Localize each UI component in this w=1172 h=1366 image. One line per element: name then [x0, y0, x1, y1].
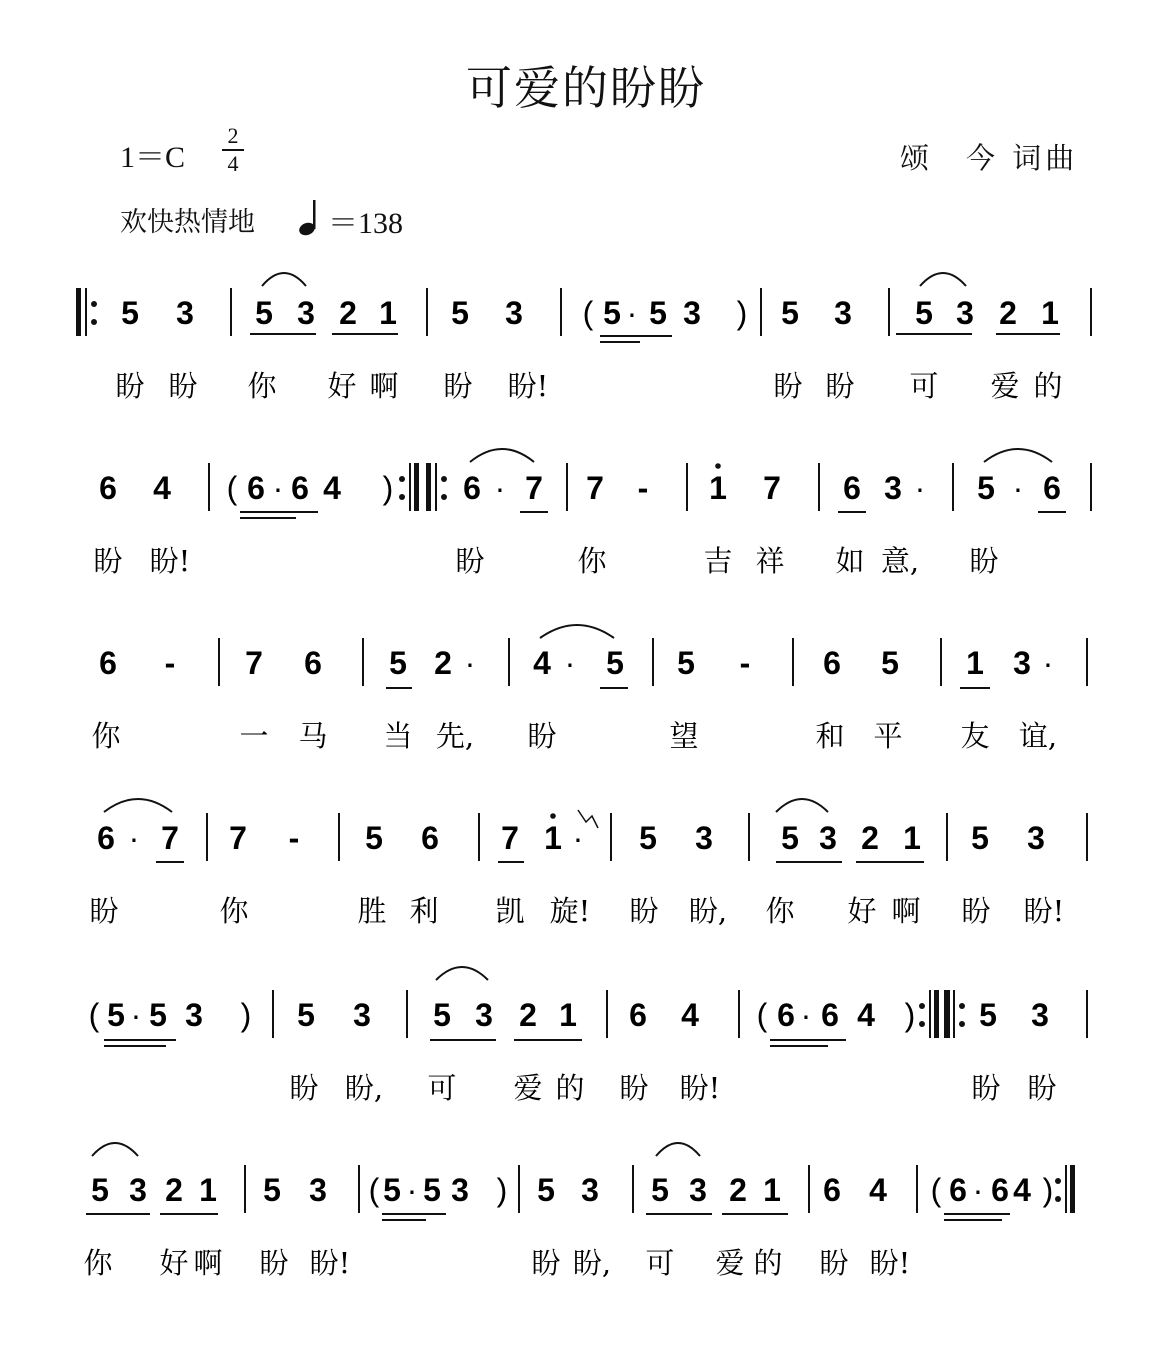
note-l6-b5-1: 5: [651, 1172, 669, 1208]
note-l6-b7-1: (: [930, 1172, 942, 1208]
note-l4-b3-1: 5: [365, 820, 383, 856]
lyric-l5-7: 盼!: [679, 1071, 721, 1105]
barline-l3-3: [508, 638, 510, 686]
repeat-end-2-thick: [934, 990, 939, 1038]
note-l5-b1-5: 3: [185, 997, 203, 1033]
note-l3-b3-1: 5: [389, 645, 407, 681]
lyric-l4-3: 胜: [357, 894, 387, 928]
lyric-l5-4: 爱: [513, 1071, 543, 1105]
lyric-l5-8: 盼: [971, 1071, 1001, 1105]
note-l3-b7-1: 1: [966, 645, 984, 681]
repeat-start-1-thick: [76, 288, 81, 336]
slur-1: [262, 273, 306, 286]
barline-l1-6: [1090, 288, 1092, 336]
lyric-l2-7: 如: [835, 544, 865, 578]
lyric-l4-10: 好: [847, 894, 877, 928]
note-l3-b5-2: -: [739, 645, 751, 681]
note-l4-b4-3: ·: [572, 820, 584, 856]
note-l6-b7-6: ): [1042, 1172, 1054, 1208]
note-l5-b2-1: 5: [297, 997, 315, 1033]
lyric-l4-1: 盼: [89, 894, 119, 928]
note-l1-b2-3: 2: [339, 295, 357, 331]
note-l4-b4-2: 1: [544, 820, 562, 856]
barline-l6-4: [632, 1165, 634, 1213]
lyric-l2-1: 盼: [93, 544, 123, 578]
repeat-end-3-thick: [1070, 1165, 1075, 1213]
note-l2-b2-3: ·: [272, 470, 284, 506]
barline-l3-2: [362, 638, 364, 686]
note-l6-b6-2: 4: [869, 1172, 887, 1208]
note-l4-b3-2: 6: [421, 820, 439, 856]
note-l1-b5-1: 5: [781, 295, 799, 331]
lyric-l3-5: 先,: [435, 719, 475, 753]
lyric-l5-6: 盼: [619, 1071, 649, 1105]
note-l4-b5-1: 5: [639, 820, 657, 856]
note-l2-b2-1: (: [226, 470, 238, 506]
repeat-end-2-dot2: [919, 1021, 925, 1027]
repeat-start-3-dot2: [959, 1021, 965, 1027]
lyric-l3-1: 你: [91, 719, 121, 753]
lyric-l3-11: 谊,: [1018, 719, 1058, 753]
note-l3-b4-1: 4: [533, 645, 551, 681]
barline-l2-3: [686, 463, 688, 511]
lyric-l6-8: 可: [645, 1246, 675, 1280]
note-l1-b4-2: 5: [603, 295, 621, 331]
lyric-l5-3: 可: [427, 1071, 457, 1105]
note-l5-b1-3: ·: [130, 997, 142, 1033]
note-l2-b7-3: 6: [1043, 470, 1061, 506]
lyric-l2-4: 你: [577, 544, 607, 578]
barline-l1-3: [560, 288, 562, 336]
note-l3-b6-2: 5: [881, 645, 899, 681]
barline-l6-2: [358, 1165, 360, 1213]
repeat-start-2-dot1: [441, 476, 447, 482]
note-l3-b4-2: ·: [564, 645, 576, 681]
note-l4-b6-4: 1: [903, 820, 921, 856]
lyric-l3-10: 友: [960, 719, 990, 753]
note-l6-b7-3: ·: [972, 1172, 984, 1208]
note-l4-b5-2: 3: [695, 820, 713, 856]
note-l1-b6-3: 2: [999, 295, 1017, 331]
repeat-start-1-dot1: [91, 301, 97, 307]
lyric-l6-12: 盼!: [869, 1246, 911, 1280]
lyric-l3-2: 一: [239, 719, 269, 753]
slur-4: [984, 449, 1052, 462]
note-l6-b2-2: 3: [309, 1172, 327, 1208]
slur-2: [920, 273, 966, 286]
barline-l4-5: [748, 813, 750, 861]
note-l1-b6-4: 1: [1041, 295, 1059, 331]
lyric-l3-6: 盼: [527, 719, 557, 753]
repeat-start-2-dot2: [441, 494, 447, 500]
note-l2-b3-3: 7: [525, 470, 543, 506]
slur-6: [104, 799, 172, 812]
note-l4-b6-1: 5: [781, 820, 799, 856]
repeat-start-2-thick: [426, 463, 431, 511]
repeat-end-1-dot2: [399, 494, 405, 500]
lyric-l3-4: 当: [383, 719, 413, 753]
note-l6-b3-2: 5: [383, 1172, 401, 1208]
repeat-start-1-dot2: [91, 319, 97, 325]
slur-5: [540, 625, 614, 638]
lyric-l6-2: 好: [159, 1246, 189, 1280]
lyric-l2-8: 意,: [880, 544, 920, 578]
note-l4-b1-2: ·: [128, 820, 140, 856]
lyric-l4-2: 你: [219, 894, 249, 928]
barline-l5-2: [406, 990, 408, 1038]
lyric-l1-7: 盼!: [507, 369, 549, 403]
note-l6-b5-4: 1: [763, 1172, 781, 1208]
note-l2-b7-1: 5: [977, 470, 995, 506]
barline-l6-1: [244, 1165, 246, 1213]
slur-10: [656, 1143, 700, 1156]
note-l5-b3-1: 5: [433, 997, 451, 1033]
note-l1-b2-4: 1: [379, 295, 397, 331]
lyric-l5-5: 的: [555, 1071, 585, 1105]
repeat-end-3-dot1: [1055, 1178, 1061, 1184]
note-l6-b4-2: 3: [581, 1172, 599, 1208]
barline-l4-4: [610, 813, 612, 861]
barline-l3-4: [652, 638, 654, 686]
lyric-l5-2: 盼,: [344, 1071, 384, 1105]
repeat-end-3-dot2: [1055, 1196, 1061, 1202]
lyric-l4-9: 你: [765, 894, 795, 928]
lyric-l3-9: 平: [873, 719, 903, 753]
lyric-l6-6: 盼: [531, 1246, 561, 1280]
time-signature-top: 2: [227, 123, 239, 148]
note-l2-b1-2: 4: [153, 470, 171, 506]
barline-l4-1: [206, 813, 208, 861]
lyric-l5-1: 盼: [289, 1071, 319, 1105]
octave-dot-2: [550, 813, 556, 819]
note-l2-b1-1: 6: [99, 470, 117, 506]
note-l5-b6-2: 3: [1031, 997, 1049, 1033]
lyric-l6-11: 盼: [819, 1246, 849, 1280]
barline-l5-6: [1086, 990, 1088, 1038]
note-l2-b2-6: ): [382, 470, 394, 506]
note-l5-b5-2: 6: [777, 997, 795, 1033]
octave-dot-1: [715, 463, 721, 469]
barline-l1-2: [426, 288, 428, 336]
note-l6-b1-3: 2: [165, 1172, 183, 1208]
note-l4-b1-3: 7: [161, 820, 179, 856]
note-l2-b2-2: 6: [247, 470, 265, 506]
barline-l2-2: [566, 463, 568, 511]
note-l1-b2-1: 5: [255, 295, 273, 331]
repeat-end-2-thin: [929, 990, 931, 1038]
barline-l3-7: [1086, 638, 1088, 686]
note-l6-b1-4: 1: [199, 1172, 217, 1208]
note-l4-b4-1: 7: [501, 820, 519, 856]
repeat-start-2-thin: [435, 463, 437, 511]
note-l2-b3-2: ·: [494, 470, 506, 506]
note-l4-b6-2: 3: [819, 820, 837, 856]
note-l3-b7-3: ·: [1042, 645, 1054, 681]
barline-l2-1: [208, 463, 210, 511]
note-l6-b1-2: 3: [129, 1172, 147, 1208]
lyric-l6-10: 的: [753, 1246, 783, 1280]
note-l5-b1-6: ): [240, 997, 252, 1033]
note-l6-b3-6: ): [496, 1172, 508, 1208]
note-l5-b1-2: 5: [107, 997, 125, 1033]
note-l3-b3-3: ·: [464, 645, 476, 681]
slur-3: [470, 449, 534, 462]
barline-l1-4: [760, 288, 762, 336]
lyric-l6-4: 盼: [259, 1246, 289, 1280]
lyric-l2-2: 盼!: [149, 544, 191, 578]
repeat-end-3-thin: [1065, 1165, 1067, 1213]
note-l2-b6-2: 3: [884, 470, 902, 506]
note-l4-b2-1: 7: [229, 820, 247, 856]
note-l1-b4-5: 3: [683, 295, 701, 331]
lyric-l6-7: 盼,: [572, 1246, 612, 1280]
note-l5-b1-4: 5: [149, 997, 167, 1033]
note-l2-b7-2: ·: [1012, 470, 1024, 506]
note-l6-b4-1: 5: [537, 1172, 555, 1208]
note-l6-b7-4: 6: [991, 1172, 1009, 1208]
note-l6-b3-3: ·: [406, 1172, 418, 1208]
note-l2-b2-4: 6: [291, 470, 309, 506]
lyric-l1-6: 盼: [443, 369, 473, 403]
note-l5-b5-3: ·: [800, 997, 812, 1033]
note-l5-b5-6: ): [904, 997, 916, 1033]
note-l5-b4-2: 4: [681, 997, 699, 1033]
lyric-l3-7: 望: [669, 719, 699, 753]
lyric-l6-9: 爱: [715, 1246, 745, 1280]
barline-l5-3: [606, 990, 608, 1038]
barline-l4-7: [1086, 813, 1088, 861]
note-l2-b6-1: 6: [843, 470, 861, 506]
note-l3-b1-2: -: [164, 645, 176, 681]
repeat-start-3-dot1: [959, 1003, 965, 1009]
note-l5-b3-4: 1: [559, 997, 577, 1033]
note-l5-b4-1: 6: [629, 997, 647, 1033]
note-l3-b3-2: 2: [434, 645, 452, 681]
note-l6-b5-2: 3: [689, 1172, 707, 1208]
note-l3-b5-1: 5: [677, 645, 695, 681]
lyric-l4-13: 盼!: [1023, 894, 1065, 928]
barline-l5-1: [272, 990, 274, 1038]
lyric-l1-12: 的: [1033, 369, 1063, 403]
note-l5-b6-1: 5: [979, 997, 997, 1033]
lyric-l2-5: 吉: [703, 544, 733, 578]
note-l6-b7-2: 6: [949, 1172, 967, 1208]
barline-l2-5: [952, 463, 954, 511]
lyric-l4-7: 盼: [629, 894, 659, 928]
lyric-l4-6: 旋!: [549, 894, 591, 928]
note-l6-b3-5: 3: [451, 1172, 469, 1208]
lyric-l1-1: 盼: [115, 369, 145, 403]
note-l2-b4-1: 7: [586, 470, 604, 506]
note-l5-b5-1: (: [756, 997, 768, 1033]
lyric-l1-4: 好: [327, 369, 357, 403]
repeat-end-2-dot1: [919, 1003, 925, 1009]
note-l1-b1-2: 3: [176, 295, 194, 331]
note-l2-b4-2: -: [637, 470, 649, 506]
note-l1-b4-3: ·: [626, 295, 638, 331]
lyric-l6-5: 盼!: [309, 1246, 351, 1280]
barline-l6-5: [808, 1165, 810, 1213]
lyric-l3-8: 和: [815, 719, 845, 753]
lyric-l2-3: 盼: [455, 544, 485, 578]
repeat-end-1-thick: [414, 463, 419, 511]
note-l4-b7-1: 5: [971, 820, 989, 856]
lyric-l1-2: 盼: [168, 369, 198, 403]
note-l3-b2-1: 7: [245, 645, 263, 681]
repeat-end-1-dot1: [399, 476, 405, 482]
lyric-l1-11: 爱: [990, 369, 1020, 403]
lyric-l2-6: 祥: [755, 544, 785, 578]
note-l1-b4-6: ): [736, 295, 748, 331]
note-l3-b1-1: 6: [99, 645, 117, 681]
tempo-value: ＝138: [328, 207, 403, 240]
note-l2-b2-5: 4: [323, 470, 341, 506]
barline-l3-1: [218, 638, 220, 686]
note-l5-b1-1: (: [88, 997, 100, 1033]
barline-l1-5: [888, 288, 890, 336]
barline-l6-3: [518, 1165, 520, 1213]
note-l1-b3-2: 3: [505, 295, 523, 331]
lyric-l1-10: 可: [909, 369, 939, 403]
lyric-l1-3: 你: [247, 369, 277, 403]
barline-l4-6: [946, 813, 948, 861]
lyric-l3-3: 马: [298, 719, 328, 753]
note-l3-b4-3: 5: [606, 645, 624, 681]
song-title: 可爱的盼盼: [466, 61, 706, 115]
barline-l4-3: [478, 813, 480, 861]
note-l2-b6-3: ·: [914, 470, 926, 506]
repeat-start-3-thin: [953, 990, 955, 1038]
barline-l2-6: [1090, 463, 1092, 511]
note-l1-b6-1: 5: [915, 295, 933, 331]
repeat-start-3-thick: [944, 990, 949, 1038]
note-l5-b3-2: 3: [475, 997, 493, 1033]
note-l5-b2-2: 3: [353, 997, 371, 1033]
note-l3-b6-1: 6: [823, 645, 841, 681]
note-l1-b2-2: 3: [297, 295, 315, 331]
note-l4-b7-2: 3: [1027, 820, 1045, 856]
time-signature-bottom: 4: [227, 151, 239, 176]
tempo-marking: 欢快热情地: [120, 207, 255, 238]
composer-credit: 颂 今 词曲: [900, 141, 1079, 175]
lyric-l2-9: 盼: [969, 544, 999, 578]
note-l1-b4-4: 5: [649, 295, 667, 331]
barline-l2-4: [818, 463, 820, 511]
note-l3-b7-2: 3: [1013, 645, 1031, 681]
note-l6-b2-1: 5: [263, 1172, 281, 1208]
lyric-l1-8: 盼: [773, 369, 803, 403]
key-signature: 1＝C: [120, 141, 186, 174]
lyric-l6-3: 啊: [193, 1246, 223, 1280]
note-l5-b5-4: 6: [821, 997, 839, 1033]
note-l1-b3-1: 5: [451, 295, 469, 331]
lyric-l4-11: 啊: [891, 894, 921, 928]
note-l1-b1-1: 5: [121, 295, 139, 331]
slur-7: [776, 799, 828, 812]
lyric-l4-8: 盼,: [688, 894, 728, 928]
slur-8: [436, 967, 488, 980]
lyric-l5-9: 盼: [1027, 1071, 1057, 1105]
lyric-l1-9: 盼: [825, 369, 855, 403]
note-l6-b3-4: 5: [423, 1172, 441, 1208]
note-l2-b5-2: 7: [763, 470, 781, 506]
lyric-l4-4: 利: [409, 894, 439, 928]
note-l3-b2-2: 6: [304, 645, 322, 681]
slur-9: [92, 1143, 138, 1156]
note-l4-b6-3: 2: [861, 820, 879, 856]
barline-l4-2: [338, 813, 340, 861]
note-l6-b5-3: 2: [729, 1172, 747, 1208]
note-l5-b5-5: 4: [857, 997, 875, 1033]
note-l2-b3-1: 6: [463, 470, 481, 506]
repeat-end-1-thin: [409, 463, 411, 511]
repeat-start-1-thin: [85, 288, 87, 336]
note-l1-b6-2: 3: [956, 295, 974, 331]
note-l6-b1-1: 5: [91, 1172, 109, 1208]
lyric-l4-12: 盼: [961, 894, 991, 928]
note-l6-b7-5: 4: [1013, 1172, 1031, 1208]
barline-l3-5: [792, 638, 794, 686]
lyric-l6-1: 你: [83, 1246, 113, 1280]
note-l4-b2-2: -: [288, 820, 300, 856]
barline-l5-4: [738, 990, 740, 1038]
note-l1-b5-2: 3: [834, 295, 852, 331]
note-l6-b3-1: (: [368, 1172, 380, 1208]
barline-l3-6: [940, 638, 942, 686]
barline-l6-6: [916, 1165, 918, 1213]
lyric-l4-5: 凯: [495, 894, 525, 928]
note-l5-b3-3: 2: [519, 997, 537, 1033]
note-l6-b6-1: 6: [823, 1172, 841, 1208]
lyric-l1-5: 啊: [369, 369, 399, 403]
note-l2-b5-1: 1: [709, 470, 727, 506]
note-l4-b1-1: 6: [97, 820, 115, 856]
note-l1-b4-1: (: [582, 295, 594, 331]
barline-l1-1: [230, 288, 232, 336]
